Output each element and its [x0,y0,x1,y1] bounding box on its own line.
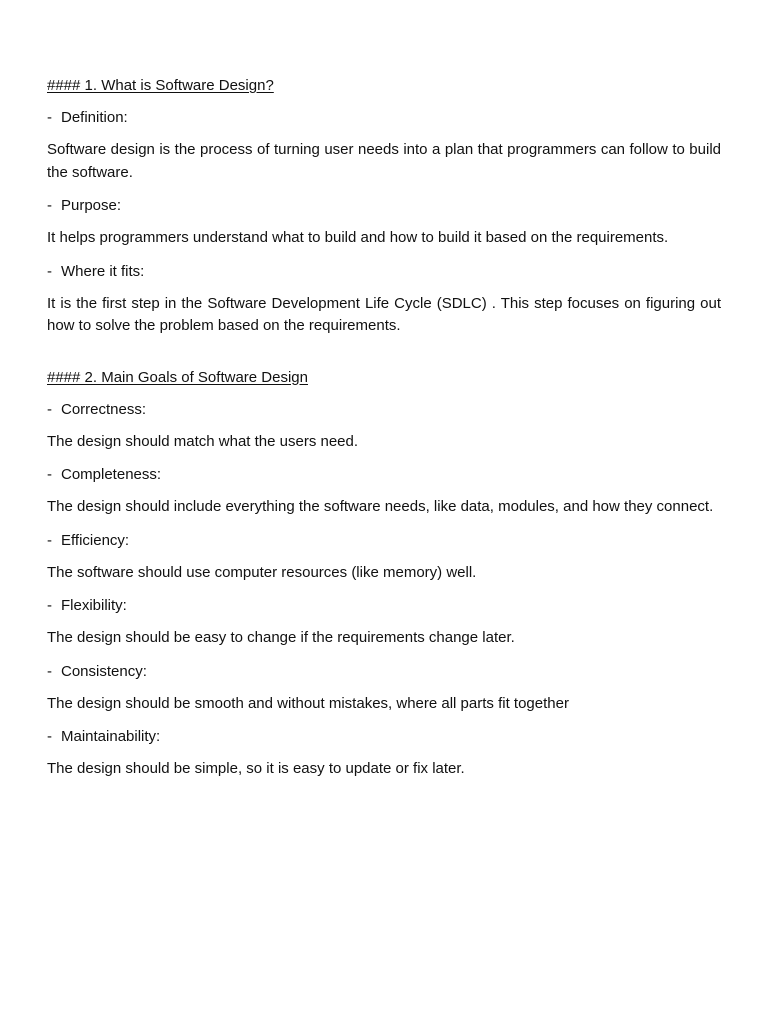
item-correctness [47,400,721,454]
bullet-dash: - [47,400,52,418]
item-text: The design should include everything the software needs, like data, modules, and how they connect. [47,498,714,515]
item-where-it-fits [47,262,721,338]
bullet-dash: - [47,531,52,549]
bullet-dash: - [47,262,52,280]
bullet-dash: - [47,662,52,680]
item-text: It helps programmers understand what to build and how to build it based on the requirements. [47,229,669,246]
section-heading: #### 1. What is Software Design? [47,77,274,94]
item-definition [47,108,721,184]
item-text: The design should be simple, so it is easy to update or fix later. [47,760,465,777]
item-label-text: Maintainability: [61,728,161,745]
item-label-text: Correctness: [61,400,147,418]
item-label-text: Where it fits: [61,262,145,280]
item-label-text: Consistency: [61,662,147,680]
item-text: The design should be easy to change if the requirements change later. [47,629,515,646]
item-label-text: Flexibility: [61,597,127,614]
section-main-goals [47,368,721,781]
item-label [47,465,721,485]
section-heading: #### 2. Main Goals of Software Design [47,368,308,386]
item-text: Software design is the process of turning user needs into a plan that programmers can follow to build the software. [47,141,721,181]
document-page [47,76,721,781]
item-label-text: Definition: [61,109,128,126]
item-maintainability [47,727,721,781]
item-label-text: Efficiency: [61,531,130,549]
bullet-dash: - [47,466,52,483]
item-completeness [47,465,721,519]
bullet-dash: - [47,197,52,214]
section-what-is-software-design [47,76,721,338]
item-consistency [47,662,721,716]
item-efficiency [47,531,721,585]
item-text: It is the first step in the Software Development Life Cycle (SDLC) . This step focuses on figuring out how to solve the problem based on the requirements. [47,294,721,334]
item-label-text: Completeness: [61,466,162,483]
item-label [47,196,721,216]
item-label [47,662,721,682]
bullet-dash: - [47,728,52,745]
item-label [47,531,721,551]
item-label-text: Purpose: [61,197,122,214]
item-flexibility [47,596,721,650]
bullet-dash: - [47,109,52,126]
item-purpose [47,196,721,250]
item-label [47,727,721,747]
bullet-dash: - [47,597,52,614]
item-label [47,108,721,128]
item-text: The software should use computer resources (like memory) well. [47,563,477,581]
item-text: The design should match what the users need. [47,432,359,450]
item-text: The design should be smooth and without mistakes, where all parts fit together [47,694,569,712]
item-label [47,596,721,616]
item-label [47,400,721,420]
item-label [47,262,721,282]
